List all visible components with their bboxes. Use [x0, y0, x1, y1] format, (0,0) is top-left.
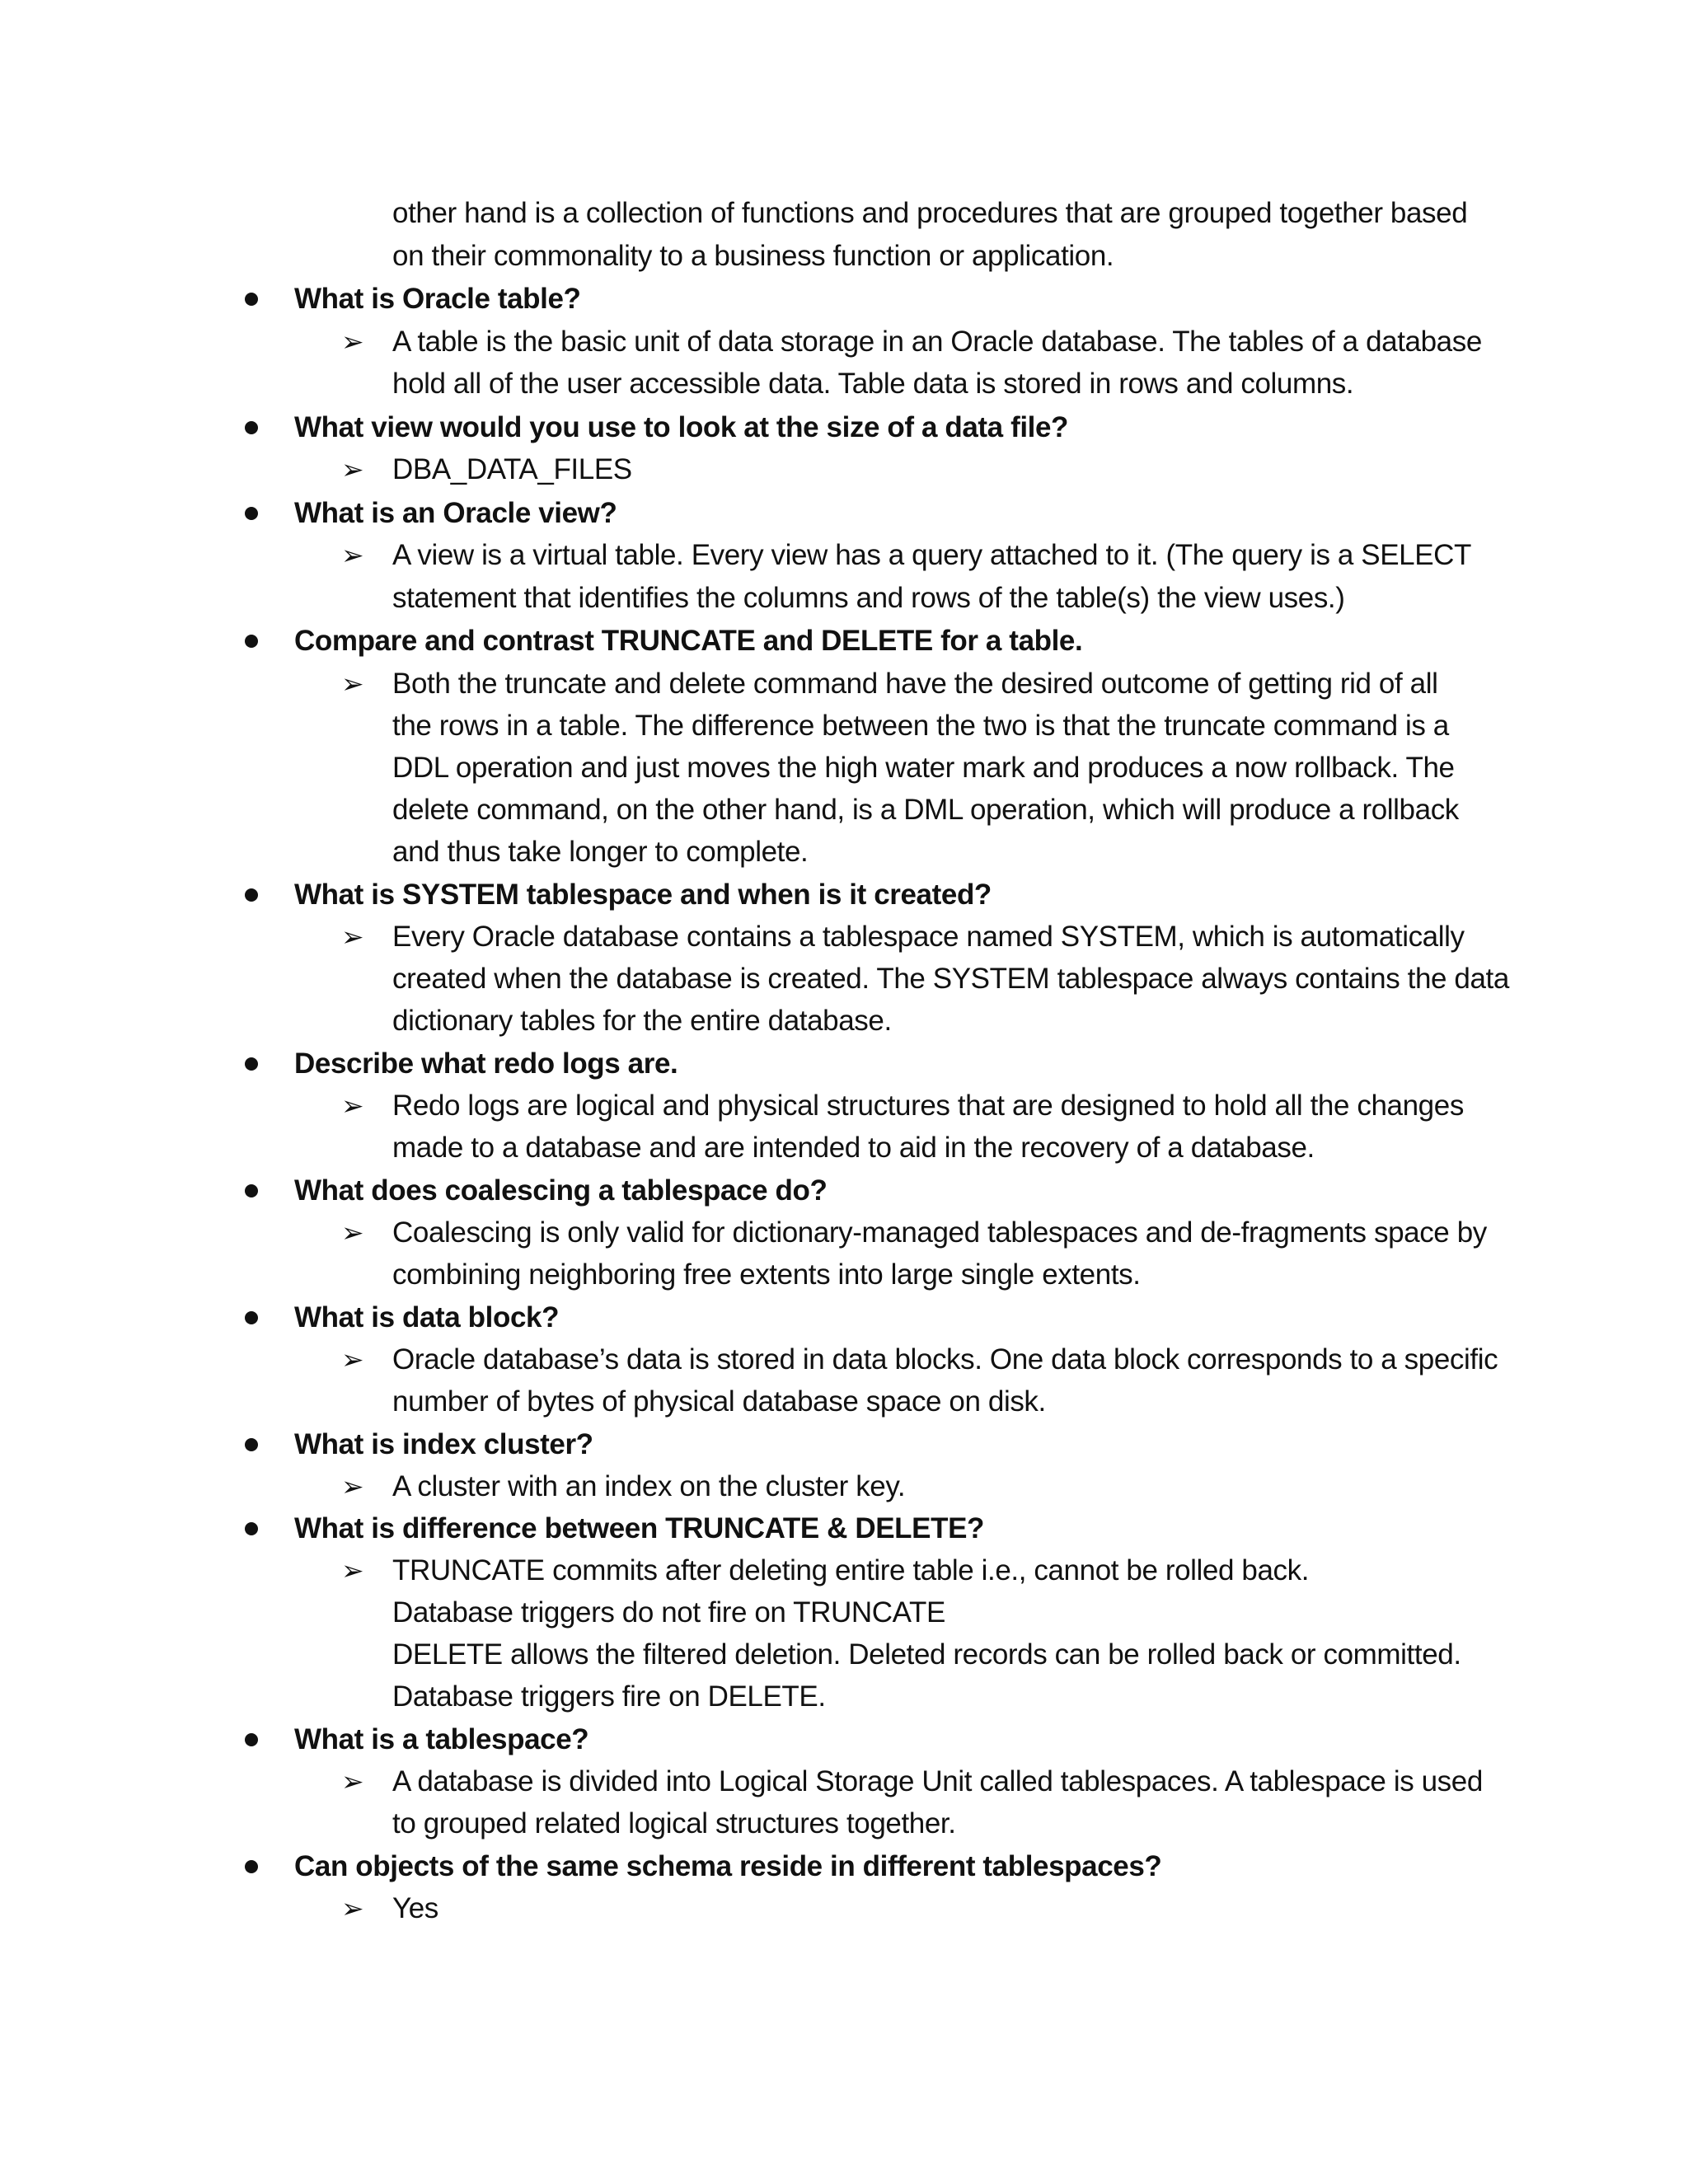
bullet-icon — [245, 1057, 258, 1071]
answer-line: Database triggers do not fire on TRUNCATE — [392, 1596, 945, 1629]
arrow-bullet-icon: ➢ — [341, 1344, 364, 1375]
arrow-bullet-icon: ➢ — [341, 1471, 364, 1502]
answer-line: DDL operation and just moves the high water mark and produces a now rollback. The — [392, 752, 1455, 784]
answer-line: A cluster with an index on the cluster key. — [392, 1470, 906, 1502]
question-heading: What view would you use to look at the size of a data file? — [294, 411, 1069, 443]
answer-line: delete command, on the other hand, is a DML operation, which will produce a rollback — [392, 794, 1459, 826]
answer-line: number of bytes of physical database space on disk. — [392, 1385, 1046, 1418]
arrow-bullet-icon: ➢ — [341, 1217, 364, 1248]
question-heading: Can objects of the same schema reside in different tablespaces? — [294, 1850, 1162, 1882]
arrow-bullet-icon: ➢ — [341, 1555, 364, 1586]
answer-line: Database triggers fire on DELETE. — [392, 1680, 826, 1713]
question-heading: Compare and contrast TRUNCATE and DELETE for a table. — [294, 625, 1083, 657]
answer-line: and thus take longer to complete. — [392, 836, 809, 868]
bullet-icon — [245, 635, 258, 648]
arrow-bullet-icon: ➢ — [341, 1766, 364, 1797]
bullet-icon — [245, 1860, 258, 1873]
answer-line: the rows in a table. The difference between the two is that the truncate command is a — [392, 710, 1449, 742]
question-heading: What is index cluster? — [294, 1428, 593, 1460]
arrow-bullet-icon: ➢ — [341, 454, 364, 485]
bullet-icon — [245, 1438, 258, 1451]
question-heading: What does coalescing a tablespace do? — [294, 1174, 828, 1207]
answer-line: created when the database is created. The SYSTEM tablespace always contains the data — [392, 963, 1509, 995]
answer-line: TRUNCATE commits after deleting entire table i.e., cannot be rolled back. — [392, 1554, 1310, 1586]
answer-line: DBA_DATA_FILES — [392, 453, 632, 485]
arrow-bullet-icon: ➢ — [341, 921, 364, 952]
bullet-icon — [245, 293, 258, 306]
arrow-bullet-icon: ➢ — [341, 1893, 364, 1924]
answer-line: DELETE allows the filtered deletion. Deleted records can be rolled back or committed. — [392, 1638, 1461, 1671]
arrow-bullet-icon: ➢ — [341, 540, 364, 570]
question-heading: What is a tablespace? — [294, 1723, 589, 1755]
intro-line: on their commonality to a business function or application. — [392, 240, 1114, 272]
bullet-icon — [245, 507, 258, 520]
bullet-icon — [245, 1184, 258, 1197]
question-heading: What is SYSTEM tablespace and when is it created? — [294, 879, 992, 911]
bullet-icon — [245, 421, 258, 434]
answer-line: A table is the basic unit of data storage in an Oracle database. The tables of a database — [392, 326, 1482, 358]
bullet-icon — [245, 1733, 258, 1746]
answer-line: to grouped related logical structures together. — [392, 1807, 956, 1840]
answer-line: combining neighboring free extents into large single extents. — [392, 1258, 1141, 1291]
answer-line: A database is divided into Logical Storage Unit called tablespaces. A tablespace is used — [392, 1765, 1483, 1797]
question-heading: Describe what redo logs are. — [294, 1047, 678, 1080]
answer-line: Both the truncate and delete command have the desired outcome of getting rid of all — [392, 668, 1438, 700]
question-heading: What is Oracle table? — [294, 283, 581, 315]
answer-line: hold all of the user accessible data. Table data is stored in rows and columns. — [392, 368, 1354, 400]
answer-line: A view is a virtual table. Every view has a query attached to it. (The query is a SELECT — [392, 539, 1472, 571]
arrow-bullet-icon: ➢ — [341, 668, 364, 699]
answer-line: Redo logs are logical and physical structures that are designed to hold all the changes — [392, 1090, 1464, 1122]
answer-line: statement that identifies the columns and rows of the table(s) the view uses.) — [392, 582, 1345, 614]
answer-line: dictionary tables for the entire database. — [392, 1005, 892, 1037]
question-heading: What is data block? — [294, 1301, 560, 1333]
bullet-icon — [245, 1311, 258, 1324]
arrow-bullet-icon: ➢ — [341, 1090, 364, 1121]
answer-line: Coalescing is only valid for dictionary-managed tablespaces and de-fragments space by — [392, 1216, 1487, 1249]
answer-line: made to a database and are intended to aid in the recovery of a database. — [392, 1132, 1315, 1164]
intro-line: other hand is a collection of functions and procedures that are grouped together based — [392, 197, 1468, 229]
question-heading: What is difference between TRUNCATE & DELETE? — [294, 1512, 984, 1544]
bullet-icon — [245, 888, 258, 902]
bullet-icon — [245, 1522, 258, 1535]
arrow-bullet-icon: ➢ — [341, 326, 364, 357]
answer-line: Every Oracle database contains a tablespace named SYSTEM, which is automatically — [392, 921, 1465, 953]
answer-line: Oracle database’s data is stored in data blocks. One data block corresponds to a specific — [392, 1343, 1498, 1376]
question-heading: What is an Oracle view? — [294, 497, 617, 529]
answer-line: Yes — [392, 1892, 438, 1924]
